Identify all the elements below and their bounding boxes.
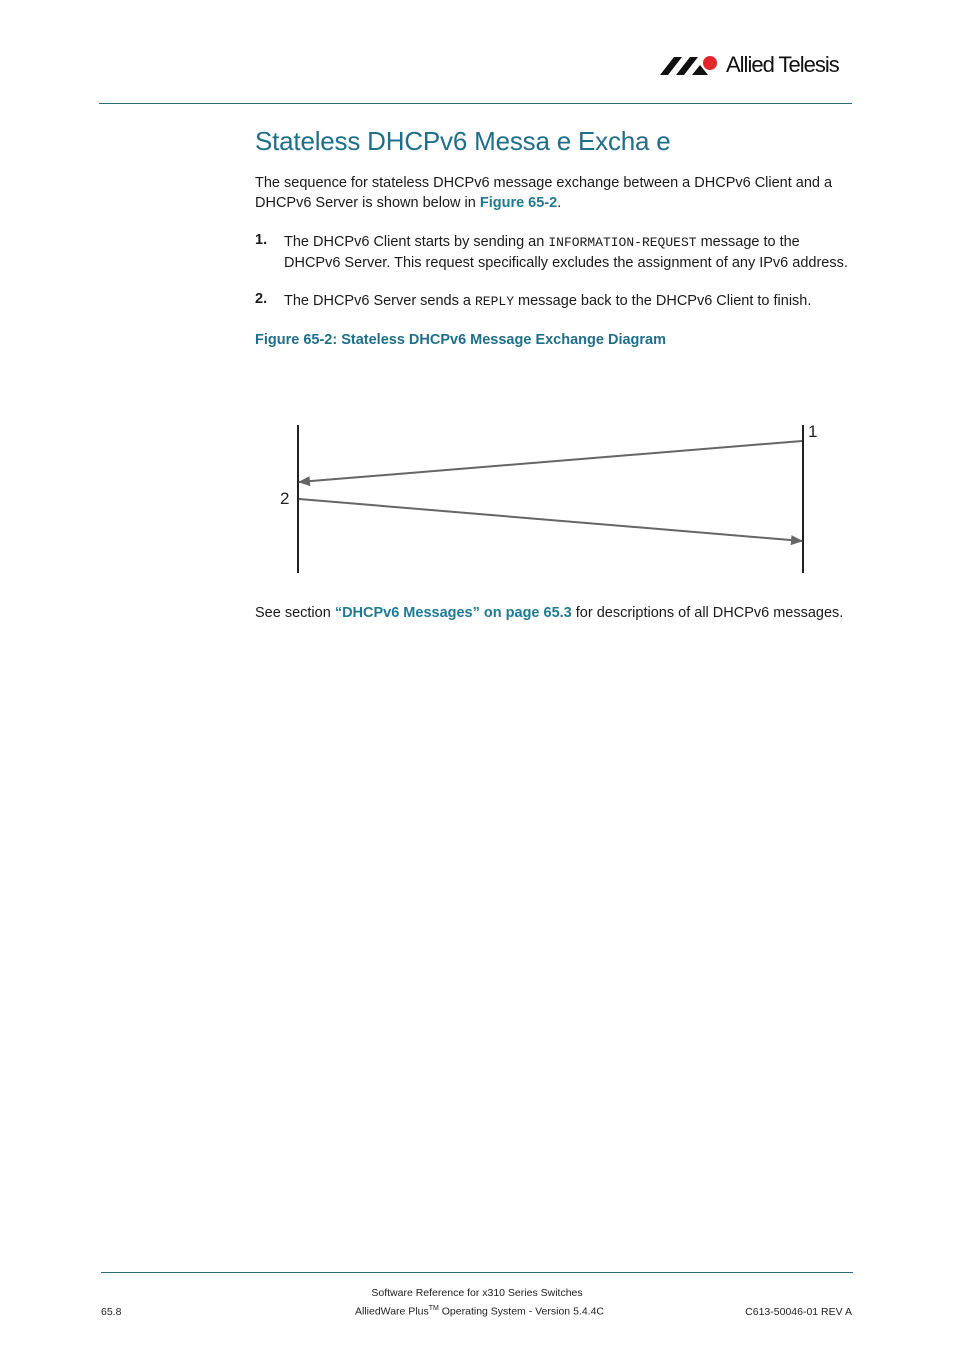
- step-2-code: REPLY: [475, 294, 515, 309]
- intro-end: .: [557, 195, 562, 211]
- diagram-label-1: 1: [808, 422, 818, 441]
- step-1-text: [284, 232, 859, 273]
- section-title: Stateless DHCPv6 Messa e Excha e: [255, 126, 671, 156]
- step-1-after: message to the DHCPv6 Server. This request specifically excludes the assignment of any IPv6 address.: [284, 234, 848, 271]
- footer-product: [355, 1305, 604, 1318]
- footer-trademark: TM: [428, 1305, 439, 1312]
- step-2-number: 2.: [255, 291, 268, 307]
- footer-product-version: Operating System - Version 5.4.4C: [438, 1305, 605, 1318]
- message-exchange-diagram: [270, 415, 830, 585]
- dhcpv6-messages-link[interactable]: “DHCPv6 Messages” on page 65.3: [334, 605, 572, 621]
- footer-divider: [101, 1272, 853, 1273]
- intro-paragraph: [255, 173, 855, 213]
- page-number: 65.8: [101, 1306, 122, 1318]
- figure-link[interactable]: Figure 65-2: [479, 195, 558, 211]
- footer-product-name: AlliedWare Plus: [355, 1305, 429, 1318]
- step-1-number: 1.: [255, 232, 268, 248]
- intro-text: The sequence for stateless DHCPv6 message exchange between a DHCPv6 Client and a DHCPv6 Server is shown below in: [255, 175, 833, 211]
- reply-arrow: [299, 499, 802, 541]
- logo-mark-icon: [660, 54, 722, 76]
- step-1-before: The DHCPv6 Client starts by sending an: [284, 234, 549, 250]
- document-id: C613-50046-01 REV A: [745, 1306, 852, 1318]
- figure-caption: Figure 65-2: Stateless DHCPv6 Message Exchange Diagram: [255, 332, 666, 348]
- header-divider: [99, 103, 852, 104]
- step-1-code: INFORMATION-REQUEST: [548, 235, 697, 250]
- diagram-label-2: 2: [280, 489, 290, 508]
- see-also-before: See section: [255, 605, 335, 621]
- allied-telesis-logo: [660, 50, 855, 80]
- information-request-arrow: [299, 441, 802, 482]
- see-also-paragraph: [255, 603, 843, 623]
- footer-title: Software Reference for x310 Series Switches: [371, 1287, 583, 1299]
- logo-text: Allied Telesis: [726, 52, 839, 77]
- step-2-after: message back to the DHCPv6 Client to finish.: [514, 293, 812, 309]
- see-also-after: for descriptions of all DHCPv6 messages.: [571, 605, 844, 621]
- step-2-before: The DHCPv6 Server sends a: [284, 293, 475, 309]
- step-2-text: [284, 291, 859, 312]
